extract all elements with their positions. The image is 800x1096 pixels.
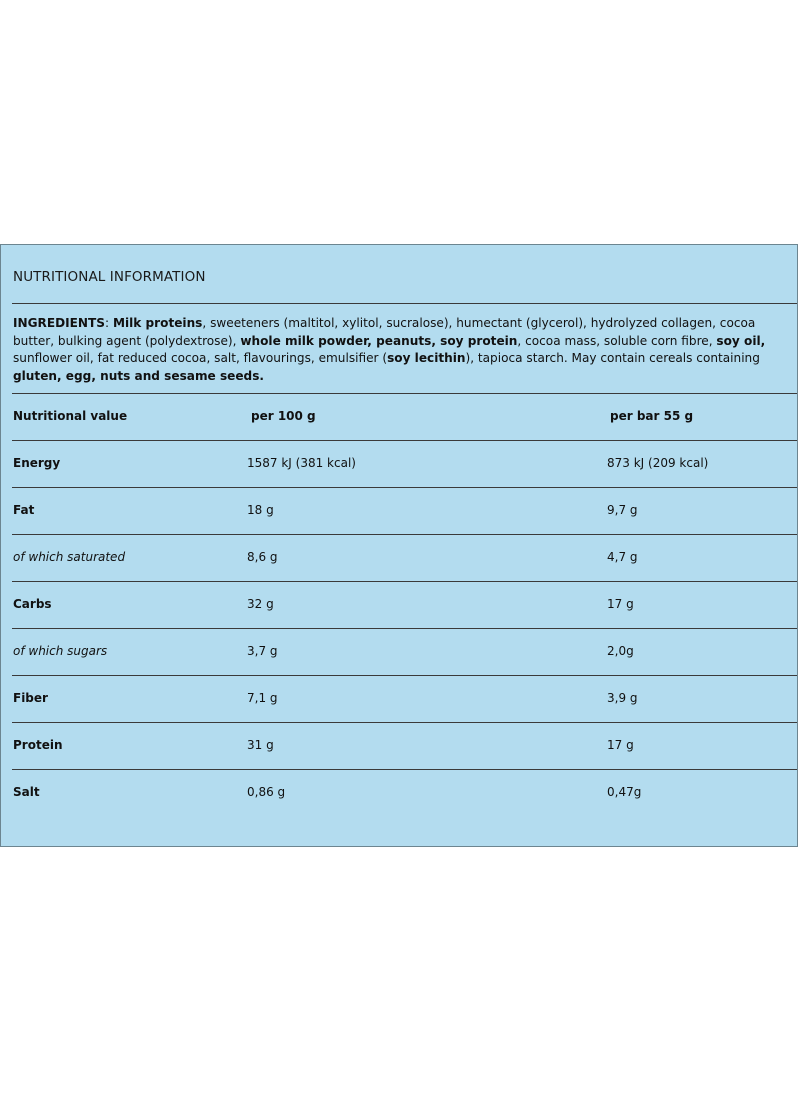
nutrient-label: Fiber bbox=[13, 691, 48, 705]
value-per-bar: 2,0g bbox=[607, 644, 634, 658]
nutrient-label: Energy bbox=[13, 456, 61, 470]
value-per-bar: 873 kJ (209 kcal) bbox=[607, 456, 709, 470]
value-per-100g: 8,6 g bbox=[247, 550, 278, 564]
table-row bbox=[12, 487, 797, 534]
value-per-100g: 31 g bbox=[247, 738, 274, 752]
table-row bbox=[12, 769, 797, 816]
value-per-100g: 32 g bbox=[247, 597, 274, 611]
ingredient-text: sunflower oil, fat reduced cocoa, salt, flavourings, emulsifier ( bbox=[13, 351, 388, 365]
nutrient-label: Salt bbox=[13, 785, 40, 799]
table-row bbox=[12, 722, 797, 769]
value-per-100g: 0,86 g bbox=[247, 785, 286, 799]
ingredient-allergen-text: whole milk powder, peanuts, soy protein bbox=[240, 333, 518, 348]
ingredient-allergen-text: INGREDIENTS bbox=[13, 316, 106, 330]
ingredient-allergen-text: gluten, egg, nuts and sesame seeds. bbox=[13, 368, 265, 383]
table-header-row bbox=[12, 393, 797, 440]
nutrient-label: Protein bbox=[13, 738, 63, 752]
ingredient-text: , sweeteners (maltitol, xylitol, sucralose), humectant (glycerol), hydrolyzed collagen, cocoa butter, bulking agent (polydextrose), bbox=[13, 316, 756, 348]
value-per-bar: 4,7 g bbox=[607, 550, 638, 564]
nutrient-label: Fat bbox=[13, 503, 35, 517]
value-per-bar: 9,7 g bbox=[607, 503, 638, 517]
table-row bbox=[12, 534, 797, 581]
header-per-bar: per bar 55 g bbox=[610, 409, 694, 423]
table-row bbox=[12, 581, 797, 628]
nutrition-panel bbox=[0, 244, 798, 847]
ingredients-text bbox=[13, 315, 783, 385]
value-per-bar: 0,47g bbox=[607, 785, 642, 799]
nutrient-label: of which saturated bbox=[13, 550, 126, 564]
value-per-100g: 1587 kJ (381 kcal) bbox=[247, 456, 356, 470]
value-per-100g: 3,7 g bbox=[247, 644, 278, 658]
value-per-bar: 17 g bbox=[607, 738, 634, 752]
ingredient-text: : bbox=[105, 316, 113, 330]
ingredient-text: , cocoa mass, soluble corn fibre, bbox=[517, 333, 717, 348]
table-row bbox=[12, 675, 797, 722]
nutrient-label: Carbs bbox=[13, 597, 52, 611]
panel-title: NUTRITIONAL INFORMATION bbox=[13, 269, 206, 285]
ingredient-allergen-text: soy lecithin bbox=[387, 351, 466, 365]
nutrient-label: of which sugars bbox=[13, 644, 108, 658]
value-per-100g: 18 g bbox=[247, 503, 274, 517]
table-row bbox=[12, 440, 797, 487]
header-per-100g: per 100 g bbox=[251, 409, 316, 423]
value-per-100g: 7,1 g bbox=[247, 691, 278, 705]
ingredient-text: ), tapioca starch. May contain cereals containing bbox=[465, 351, 760, 365]
ingredient-allergen-text: soy oil, bbox=[716, 333, 766, 348]
header-nutritional-value: Nutritional value bbox=[13, 409, 128, 423]
ingredient-allergen-text: Milk proteins bbox=[112, 316, 203, 330]
divider-title bbox=[12, 303, 797, 304]
value-per-bar: 17 g bbox=[607, 597, 634, 611]
table-row bbox=[12, 628, 797, 675]
value-per-bar: 3,9 g bbox=[607, 691, 638, 705]
